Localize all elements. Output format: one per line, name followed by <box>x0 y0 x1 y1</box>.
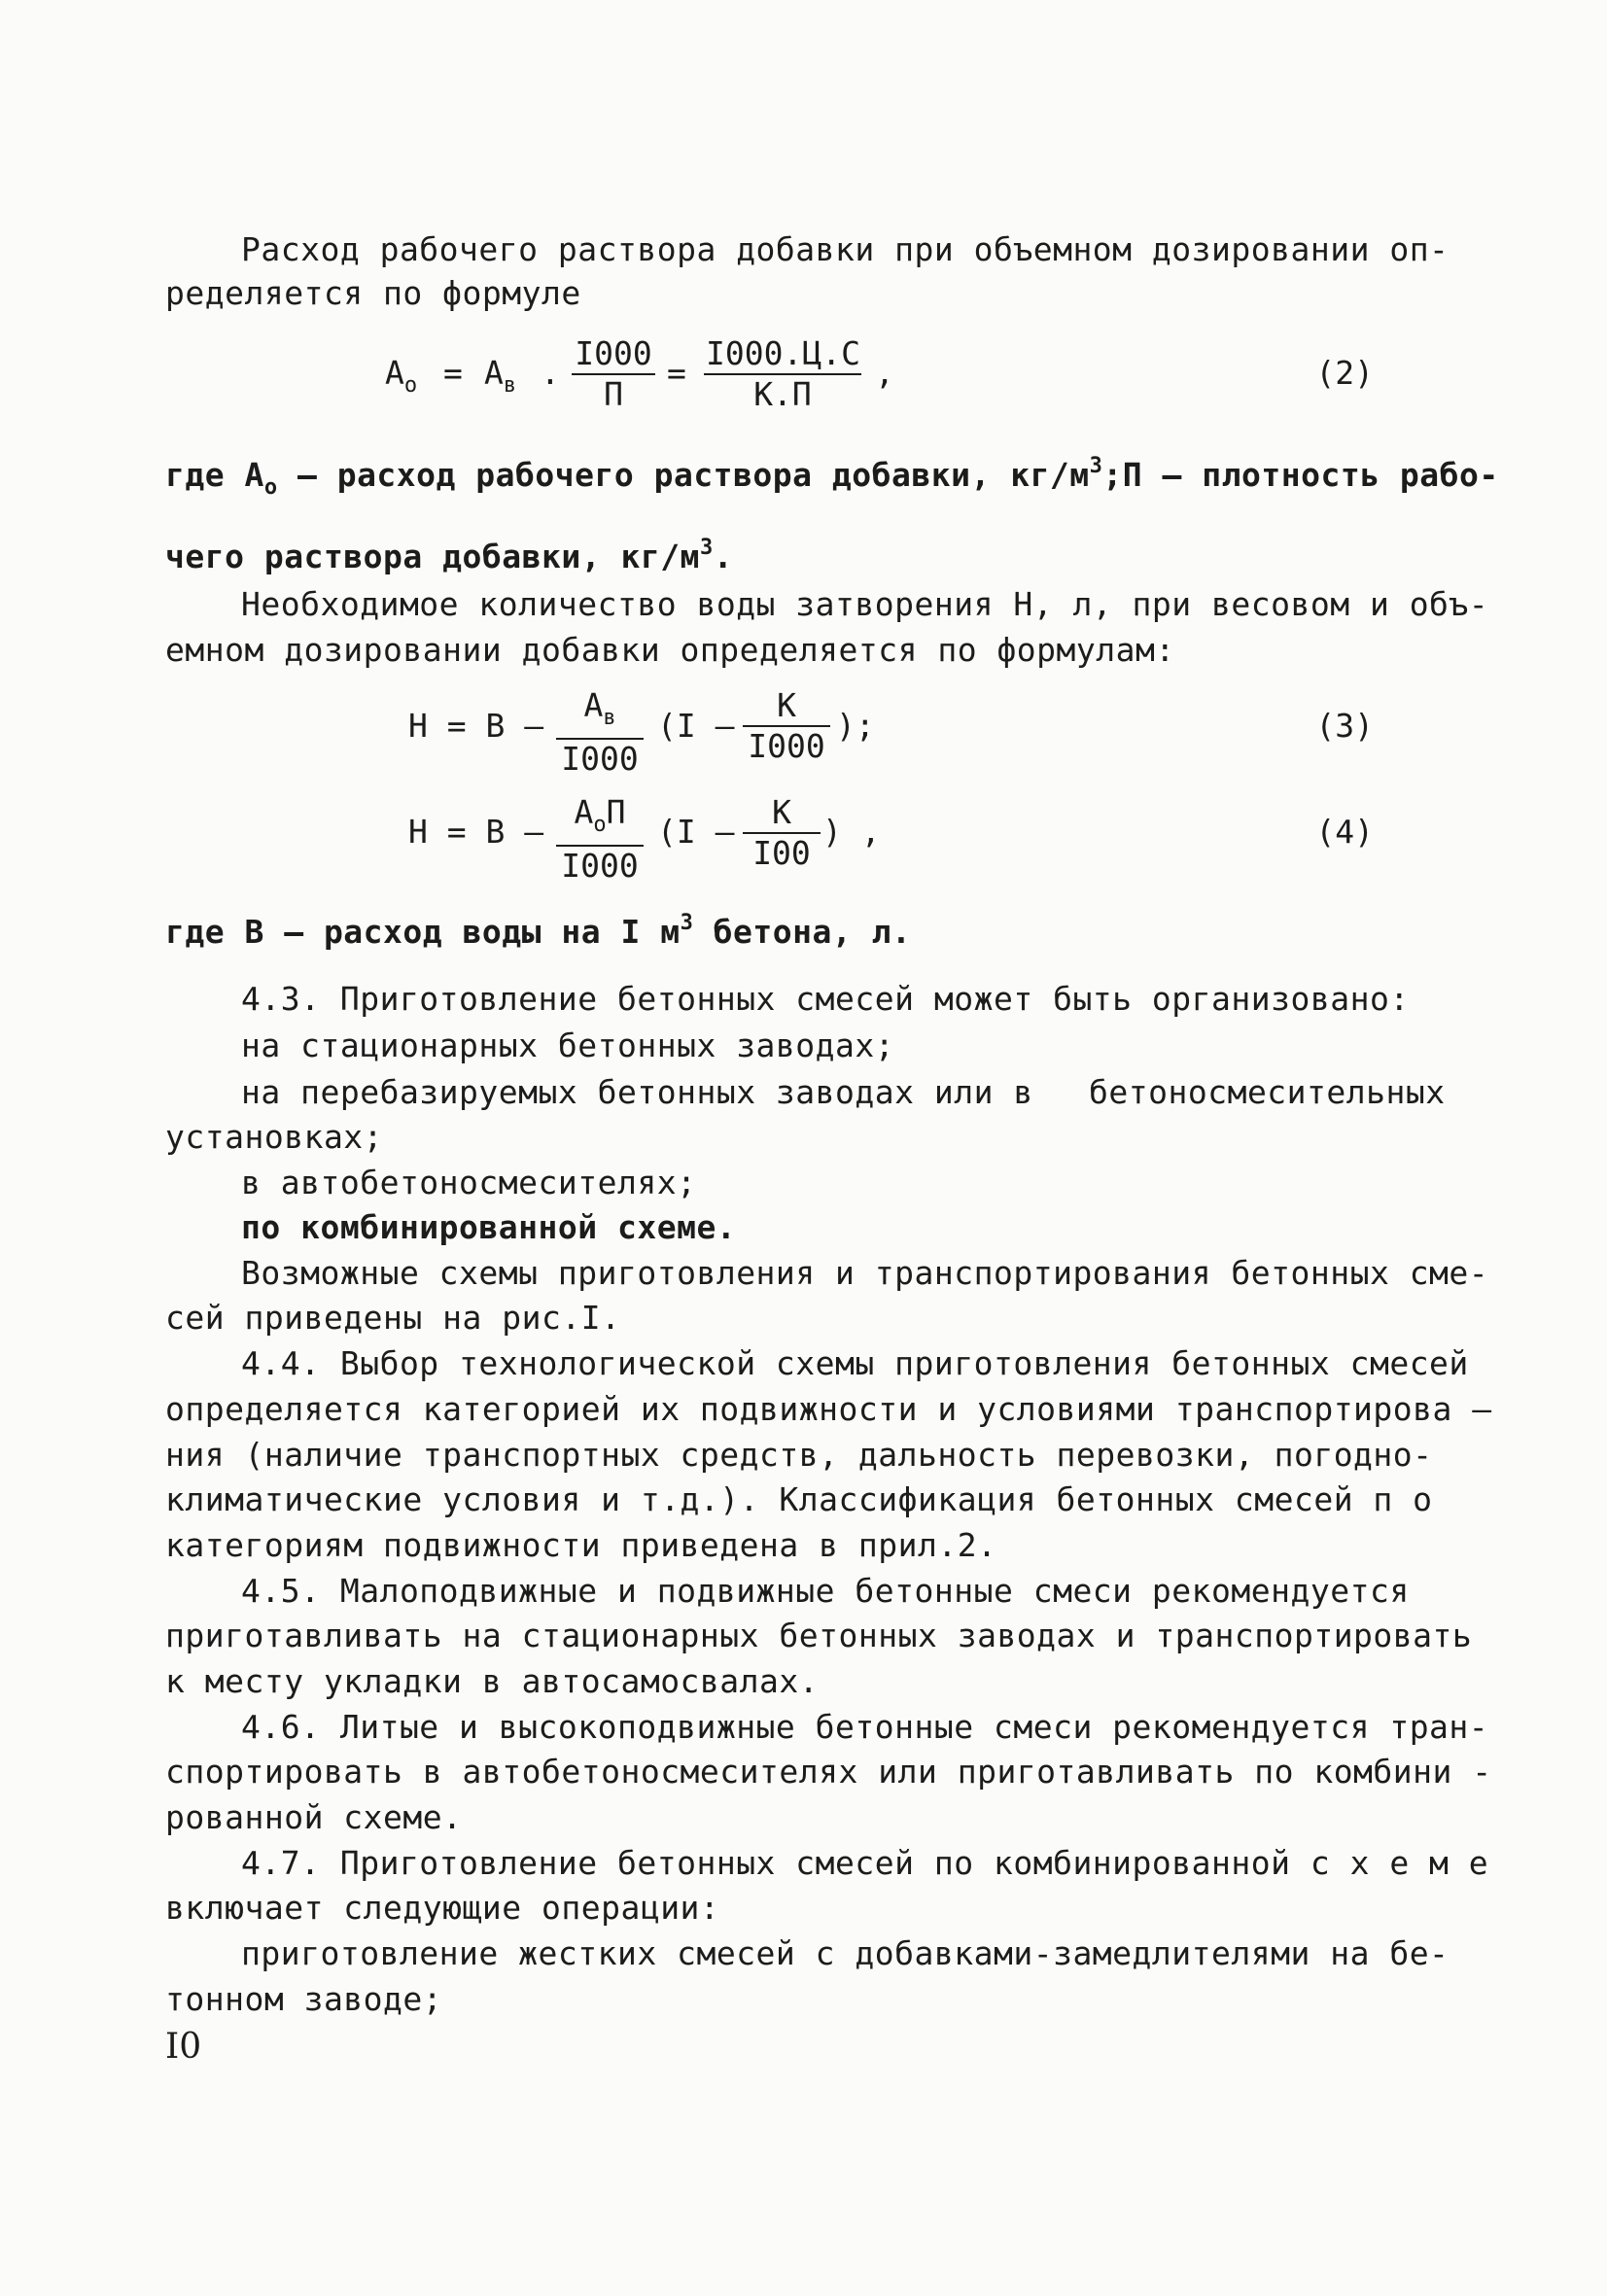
formula-3-f1-num-sub: в <box>603 706 616 730</box>
intro-line-1: Расход рабочего раствора добавки при объемном дозировании оп- <box>241 230 1450 268</box>
section-4-5-line-3: к месту укладки в автосамосвалах. <box>165 1662 820 1700</box>
formula-2-f2-num: I000.Ц.С <box>704 334 861 375</box>
section-4-3-note-2: сей приведены на рис.I. <box>165 1299 621 1337</box>
formula-3-f1-den: I000 <box>561 740 639 778</box>
page-number: I0 <box>165 2027 202 2067</box>
formula-2-fraction-1 <box>572 334 655 414</box>
section-4-3-title: 4.3. Приготовление бетонных смесей может быть организовано: <box>241 980 1410 1018</box>
formula-2-fraction-2 <box>704 334 861 414</box>
section-4-6-line-2: спортировать в автобетоносмесителях или приготавливать по комбини - <box>165 1753 1492 1791</box>
formula-4-fraction-2 <box>743 793 821 873</box>
formula-4-paren-open: (I – <box>657 813 735 851</box>
section-4-3-item-2b: бетоносмесительных <box>1089 1073 1446 1111</box>
formula-3-fraction-1 <box>556 686 644 779</box>
formula-2-dot: . <box>541 354 560 392</box>
formula-2-f1-num: I000 <box>572 334 655 375</box>
formula-2-f2-den: К.П <box>753 375 812 413</box>
formula-2-a-sub: в <box>503 373 517 398</box>
formula-4-f1-den: I000 <box>561 847 639 885</box>
formula-4-number: (4) <box>1315 813 1374 851</box>
intro-line-2: ределяется по формуле <box>165 274 581 312</box>
formula-2-eq2: = <box>667 354 686 392</box>
section-4-3-item-1: на стационарных бетонных заводах; <box>241 1026 895 1064</box>
formula-4-f2-den: I00 <box>752 834 811 872</box>
formula-4-f1-num-tail: П <box>606 793 626 831</box>
section-4-3-note-1: Возможные схемы приготовления и транспортирования бетонных сме- <box>241 1254 1489 1292</box>
section-4-4-line-1: 4.4. Выбор технологической схемы приготовления бетонных смесей <box>241 1344 1469 1382</box>
formula-3-paren-open: (I – <box>657 707 735 745</box>
section-4-7-line-4: тонном заводе; <box>165 1980 443 2018</box>
formula-4-f1-num-sub: о <box>593 813 607 837</box>
formula-2-comma: , <box>875 354 894 392</box>
formula-4-f2-num: К <box>743 793 821 834</box>
formula-3-paren-close: ); <box>836 707 875 745</box>
formula-2-eq1: = <box>443 354 463 392</box>
section-4-7-line-1: 4.7. Приготовление бетонных смесей по комбинированной с х е м е <box>241 1844 1489 1882</box>
section-4-4-line-3: ния (наличие транспортных средств, дальность перевозки, погодно- <box>165 1436 1433 1474</box>
formula-2-lhs: А <box>385 354 404 392</box>
section-4-3-item-2a: на перебазируемых бетонных заводах или в <box>241 1073 1033 1111</box>
section-4-7-line-3: приготовление жестких смесей с добавками-замедлителями на бе- <box>241 1934 1450 1972</box>
formula-4-lhs: Н = В – <box>408 813 544 851</box>
formula-3-f1-num: А <box>583 686 604 724</box>
where-1-line-1: где $А_о$ – расход рабочего раствора добавки, $кг/м^3;П$ – плотность рабо- <box>165 454 1499 500</box>
water-line-1: Необходимое количество воды затворения Н, л, при весовом и объ- <box>241 585 1489 623</box>
formula-2-lhs-sub: о <box>403 373 418 398</box>
section-4-6-line-3: рованной схеме. <box>165 1798 463 1836</box>
water-line-2: емном дозировании добавки определяется по формулам: <box>165 631 1175 669</box>
formula-3-lhs: Н = В – <box>408 707 544 745</box>
section-4-7-line-2: включает следующие операции: <box>165 1889 720 1927</box>
formula-3-f2-den: I000 <box>748 727 825 765</box>
section-4-4-line-4: климатические условия и т.д.). Классификация бетонных смесей п о <box>165 1480 1433 1518</box>
formula-3-f2-num: К <box>743 686 830 727</box>
section-4-3-item-4: по комбинированной схеме. <box>241 1208 737 1246</box>
formula-3-fraction-2 <box>743 686 830 766</box>
section-4-5-line-1: 4.5. Малоподвижные и подвижные бетонные смеси рекомендуется <box>241 1572 1410 1610</box>
where-2-line: где В – расход воды на I $м^3$ бетона, л. <box>165 911 912 951</box>
formula-2-a: А <box>484 354 504 392</box>
formula-4-f1-num: А <box>574 793 594 831</box>
section-4-6-line-1: 4.6. Литые и высокоподвижные бетонные смеси рекомендуется тран- <box>241 1708 1489 1746</box>
formula-4-paren-close: ) , <box>822 813 881 851</box>
section-4-3-item-3: в автобетоносмесителях; <box>241 1164 697 1201</box>
section-4-5-line-2: приготавливать на стационарных бетонных заводах и транспортировать <box>165 1617 1473 1654</box>
section-4-4-line-5: категориям подвижности приведена в прил.2. <box>165 1526 997 1564</box>
section-4-4-line-2: определяется категорией их подвижности и условиями транспортирова – <box>165 1390 1492 1428</box>
formula-4-fraction-1 <box>556 793 644 886</box>
formula-2-number: (2) <box>1315 354 1374 392</box>
formula-3-number: (3) <box>1315 707 1374 745</box>
where-1-line-2: чего раствора добавки, $кг/м^3$. <box>165 536 734 575</box>
formula-2-f1-den: П <box>604 375 623 413</box>
section-4-3-item-2c: установках; <box>165 1118 384 1156</box>
